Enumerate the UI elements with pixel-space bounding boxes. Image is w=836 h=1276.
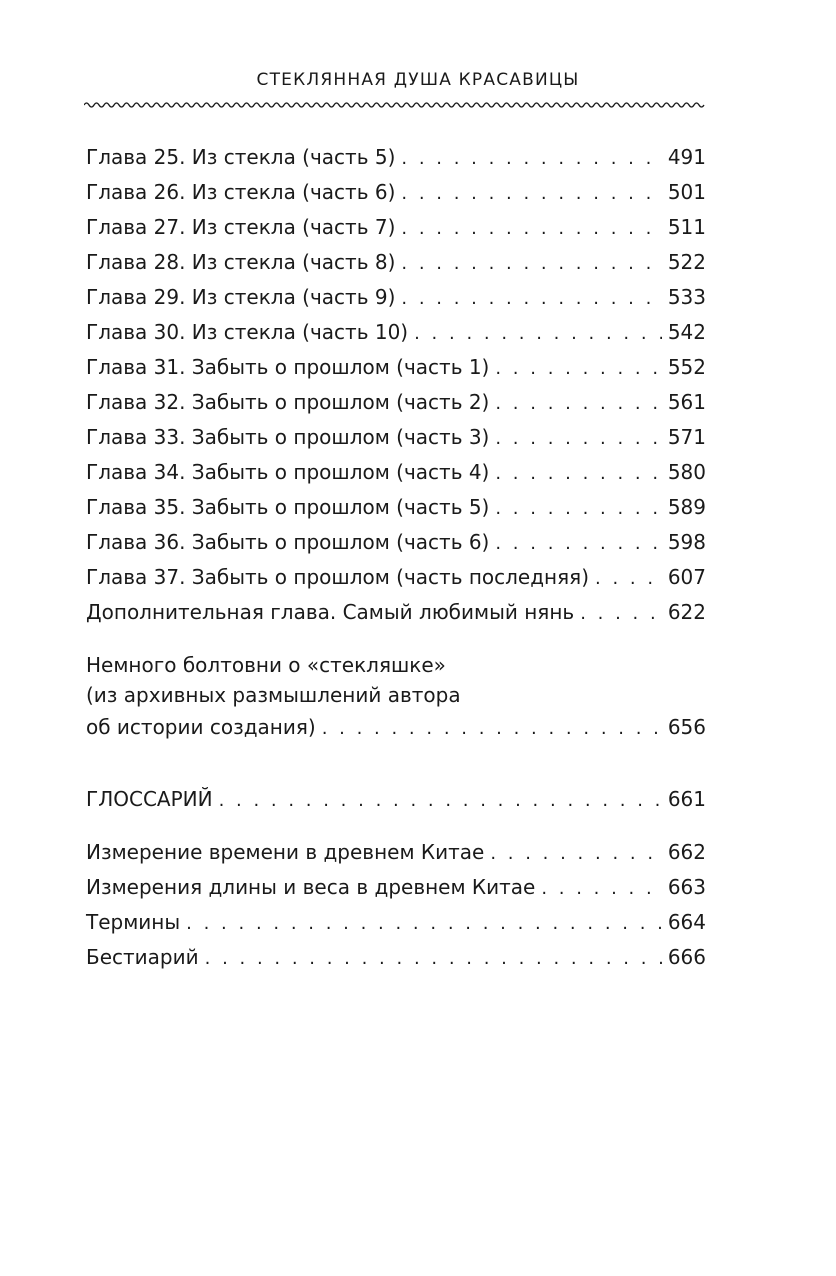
toc-glossary-entry[interactable] bbox=[86, 782, 706, 817]
toc-entry-title: Глава 27. Из стекла (часть 7) bbox=[86, 215, 396, 239]
wavy-divider bbox=[84, 98, 706, 112]
table-of-contents bbox=[86, 140, 706, 975]
toc-entry[interactable] bbox=[86, 140, 706, 175]
toc-entry-title: Глава 28. Из стекла (часть 8) bbox=[86, 250, 396, 274]
toc-entry-title: Глава 25. Из стекла (часть 5) bbox=[86, 145, 396, 169]
running-title: СТЕКЛЯННАЯ ДУША КРАСАВИЦЫ bbox=[256, 70, 580, 90]
afterword-title-line-1: Немного болтовни о «стекляшке» bbox=[86, 653, 446, 677]
toc-entry[interactable] bbox=[86, 560, 706, 595]
dot-leader bbox=[205, 941, 662, 976]
dot-leader bbox=[490, 836, 661, 871]
toc-entry-page: 522 bbox=[667, 250, 706, 274]
toc-entry-page: 561 bbox=[667, 390, 706, 414]
dot-leader bbox=[495, 386, 661, 421]
toc-entry[interactable] bbox=[86, 455, 706, 490]
dot-leader bbox=[495, 421, 661, 456]
toc-entry[interactable] bbox=[86, 835, 706, 870]
dot-leader bbox=[541, 871, 661, 906]
dot-leader bbox=[495, 491, 661, 526]
toc-entry-page: 491 bbox=[667, 145, 706, 169]
dot-leader bbox=[495, 526, 661, 561]
toc-entry-page: 607 bbox=[667, 565, 706, 589]
toc-entry-page: 656 bbox=[667, 715, 706, 739]
toc-entry-title: Дополнительная глава. Самый любимый нянь bbox=[86, 600, 575, 624]
toc-entry-page: 598 bbox=[667, 530, 706, 554]
toc-entry-page: 533 bbox=[667, 285, 706, 309]
toc-entry-page: 666 bbox=[667, 945, 706, 969]
toc-entry-title: Глава 37. Забыть о прошлом (часть последняя) bbox=[86, 565, 589, 589]
toc-entry-page: 501 bbox=[667, 180, 706, 204]
toc-entry[interactable] bbox=[86, 905, 706, 940]
dot-leader bbox=[186, 906, 662, 941]
dot-leader bbox=[580, 596, 662, 631]
toc-entry[interactable] bbox=[86, 280, 706, 315]
dot-leader bbox=[401, 176, 661, 211]
toc-entry-title: Бестиарий bbox=[86, 945, 199, 969]
toc-entry[interactable] bbox=[86, 870, 706, 905]
toc-entry-page: 662 bbox=[667, 840, 706, 864]
toc-entry[interactable] bbox=[86, 595, 706, 630]
dot-leader bbox=[495, 351, 661, 386]
afterword-title-line-2: (из архивных размышлений автора bbox=[86, 683, 461, 707]
toc-entry-title: Глава 26. Из стекла (часть 6) bbox=[86, 180, 396, 204]
dot-leader bbox=[401, 141, 661, 176]
toc-entry-page: 622 bbox=[667, 600, 706, 624]
toc-entry[interactable] bbox=[86, 245, 706, 280]
toc-entry[interactable] bbox=[86, 175, 706, 210]
toc-entry-title: Глава 33. Забыть о прошлом (часть 3) bbox=[86, 425, 490, 449]
dot-leader bbox=[401, 211, 661, 246]
toc-entry-title: Глава 30. Из стекла (часть 10) bbox=[86, 320, 409, 344]
dot-leader bbox=[401, 281, 661, 316]
toc-entry-title: Измерение времени в древнем Китае bbox=[86, 840, 485, 864]
toc-entry[interactable] bbox=[86, 940, 706, 975]
toc-entry-title: Глава 32. Забыть о прошлом (часть 2) bbox=[86, 390, 490, 414]
toc-entry-page: 661 bbox=[667, 787, 706, 811]
toc-entry[interactable] bbox=[86, 420, 706, 455]
toc-entry[interactable] bbox=[86, 525, 706, 560]
toc-entry-title: Глава 35. Забыть о прошлом (часть 5) bbox=[86, 495, 490, 519]
toc-entry-page: 552 bbox=[667, 355, 706, 379]
toc-entry[interactable] bbox=[86, 315, 706, 350]
dot-leader bbox=[414, 316, 662, 351]
toc-entry-title: Глава 31. Забыть о прошлом (часть 1) bbox=[86, 355, 490, 379]
toc-entry-title: Глава 34. Забыть о прошлом (часть 4) bbox=[86, 460, 490, 484]
toc-entry[interactable] bbox=[86, 210, 706, 245]
dot-leader bbox=[401, 246, 661, 281]
toc-afterword-entry[interactable] bbox=[86, 650, 706, 745]
glossary-title: ГЛОССАРИЙ bbox=[86, 787, 213, 811]
dot-leader bbox=[595, 561, 662, 596]
dot-leader bbox=[322, 711, 662, 746]
toc-entry[interactable] bbox=[86, 350, 706, 385]
toc-entry-page: 511 bbox=[667, 215, 706, 239]
toc-entry-page: 589 bbox=[667, 495, 706, 519]
dot-leader bbox=[219, 783, 662, 818]
dot-leader bbox=[495, 456, 661, 491]
toc-entry-page: 664 bbox=[667, 910, 706, 934]
toc-entry-title: Термины bbox=[86, 910, 181, 934]
toc-entry-page: 542 bbox=[667, 320, 706, 344]
toc-entry-page: 580 bbox=[667, 460, 706, 484]
toc-entry-title: Глава 36. Забыть о прошлом (часть 6) bbox=[86, 530, 490, 554]
afterword-title-line-3: об истории создания) bbox=[86, 715, 316, 739]
toc-entry[interactable] bbox=[86, 490, 706, 525]
toc-entry-page: 663 bbox=[667, 875, 706, 899]
afterword-final-line bbox=[86, 710, 706, 745]
toc-entry-title: Глава 29. Из стекла (часть 9) bbox=[86, 285, 396, 309]
toc-entry[interactable] bbox=[86, 385, 706, 420]
toc-entry-page: 571 bbox=[667, 425, 706, 449]
toc-entry-title: Измерения длины и веса в древнем Китае bbox=[86, 875, 536, 899]
